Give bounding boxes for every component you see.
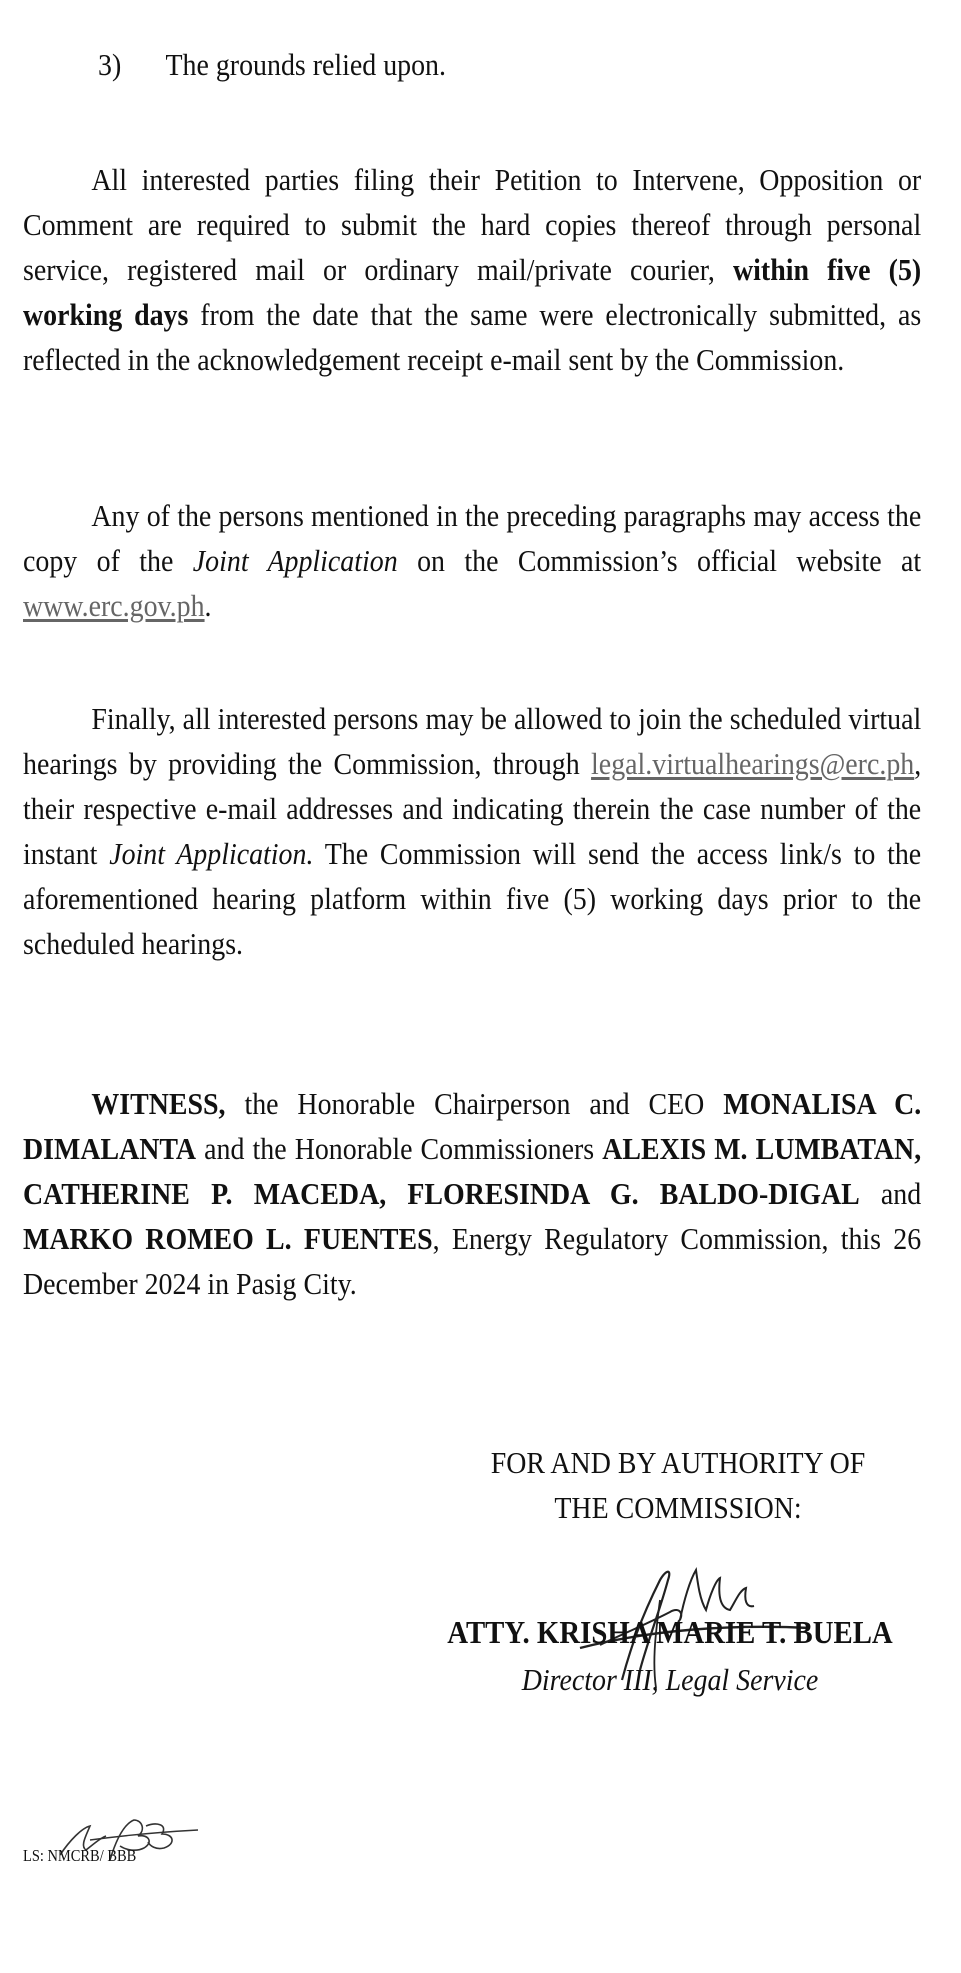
initials-line: LS: NMCRB/ BBB [23, 1846, 137, 1865]
paragraph-text: Finally, all interested persons may be allowed to join the scheduled virtual hearings by providing the Commission, through [23, 701, 922, 781]
paragraph-text: The Commission will send the access link/s to the aforementioned hearing platform within five (5) working days prior to the scheduled hearings. [23, 836, 922, 961]
email-link[interactable]: legal.virtualhearings@erc.ph [591, 746, 915, 781]
paragraph-text: from the date that the same were electronically submitted, as reflected in the acknowledgement receipt e-mail sent by the Commission. [23, 297, 922, 377]
paragraph-witness [23, 1081, 921, 1306]
authority-line-1: FOR AND BY AUTHORITY OF [490, 1445, 866, 1480]
list-item-text: The grounds relied upon. [165, 47, 446, 82]
paragraph-virtual-hearings [23, 696, 921, 966]
paragraph-text: Any of the persons mentioned in the preceding paragraphs may access the copy of the [23, 498, 922, 578]
paragraph-text: and the Honorable Commissioners [196, 1131, 603, 1166]
signatory-title: Director III, Legal Service [521, 1662, 819, 1697]
authority-line-2: THE COMMISSION: [554, 1490, 802, 1525]
joint-application-italic: Joint Application. [109, 836, 314, 871]
paragraph-text: the Honorable Chairperson and CEO [225, 1086, 724, 1121]
paragraph-text: . [204, 588, 212, 623]
witness-label: WITNESS, [91, 1086, 226, 1121]
list-item-number: 3) [98, 47, 122, 82]
paragraph-text: , their respective e-mail addresses and indicating therein the case number of the instant [23, 746, 922, 871]
signatory-name: ATTY. KRISHA MARIE T. BUELA [447, 1614, 893, 1650]
paragraph-text: on the Commission’s official website at [397, 543, 922, 578]
joint-application-italic: Joint Application [192, 543, 398, 578]
website-link[interactable]: www.erc.gov.ph [23, 588, 205, 623]
commissioner-name: MARKO ROMEO L. FUENTES [23, 1221, 433, 1256]
paragraph-text: , Energy Regulatory Commission, this 26 December 2024 in Pasig City. [23, 1221, 922, 1301]
paragraph-text: and [859, 1176, 922, 1211]
list-item-grounds [98, 42, 446, 87]
chairperson-name: MONALISA C. DIMALANTA [23, 1086, 922, 1166]
paragraph-access-copy [23, 493, 921, 628]
commissioner-names: ALEXIS M. LUMBATAN, CATHERINE P. MACEDA, FLORESINDA G. BALDO-DIGAL [23, 1131, 922, 1211]
deadline-emphasis: within five (5) working days [23, 252, 922, 332]
paragraph-text: All interested parties filing their Petition to Intervene, Opposition or Comment are required to submit the hard copies thereof through personal service, registered mail or ordinary mail/private courier, [23, 162, 922, 287]
authority-block [489, 1440, 867, 1530]
paragraph-hard-copies [23, 157, 921, 382]
